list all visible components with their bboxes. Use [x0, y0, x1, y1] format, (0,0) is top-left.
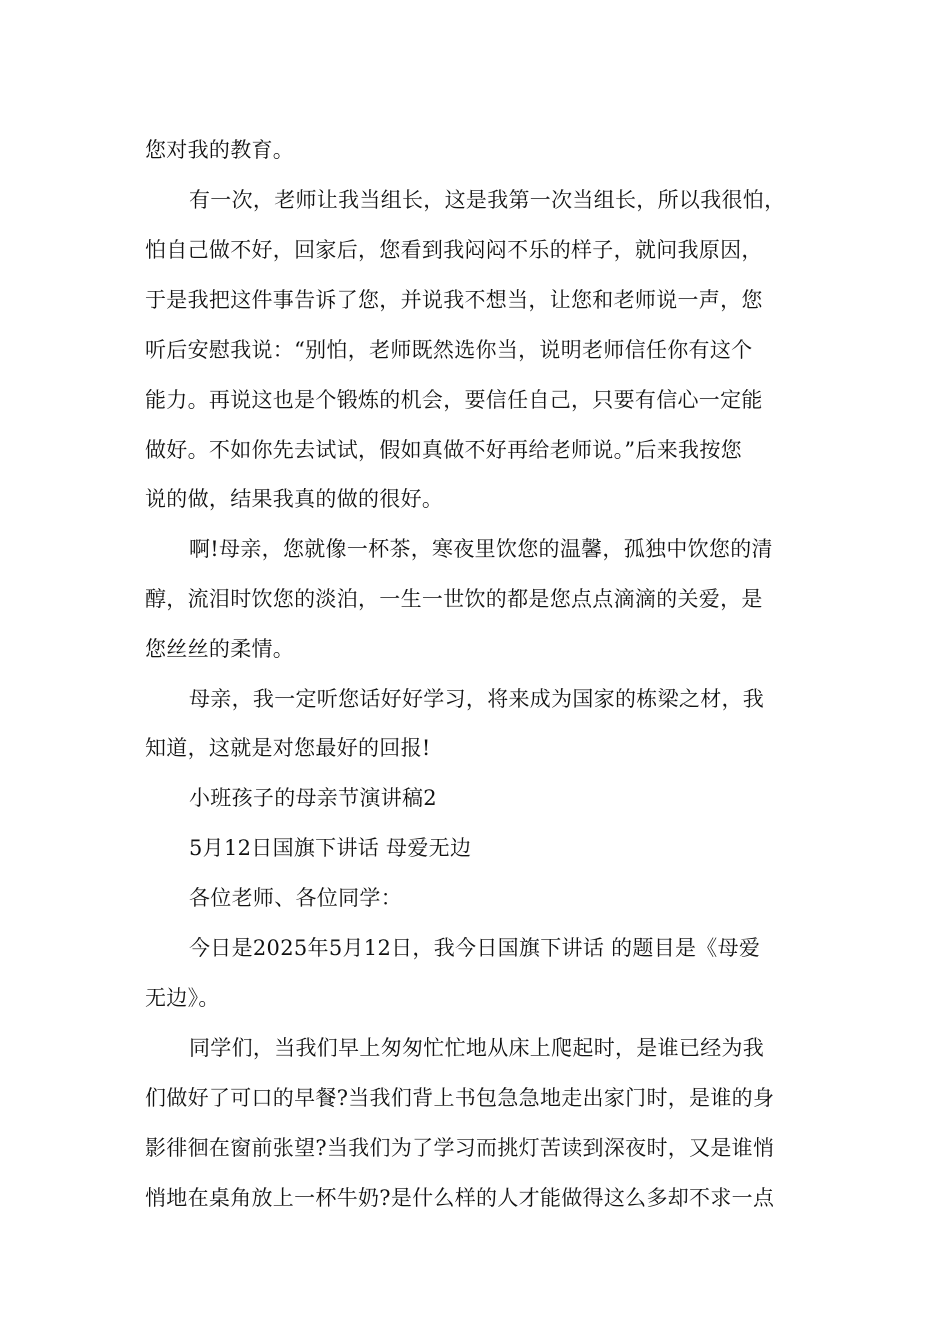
section-title: 小班孩子的母亲节演讲稿2 — [189, 786, 437, 810]
text-line: 知道，这就是对您最好的回报! — [145, 736, 431, 760]
text-line: 有一次，老师让我当组长，这是我第一次当组长，所以我很怕， — [189, 188, 786, 212]
text-line: 悄地在桌角放上一杯牛奶?是什么样的人才能做得这么多却不求一点 — [145, 1186, 775, 1210]
text-line: 啊!母亲，您就像一杯茶，寒夜里饮您的温馨，孤独中饮您的清 — [189, 537, 773, 561]
text-line: 今日是2025年5月12日，我今日国旗下讲话 的题目是《母爱 — [189, 936, 761, 960]
text-line: 母亲，我一定听您话好好学习，将来成为国家的栋梁之材，我 — [189, 687, 765, 711]
text-line: 醇，流泪时饮您的淡泊，一生一世饮的都是您点点滴滴的关爱，是 — [145, 587, 763, 611]
text-line: 您对我的教育。 — [145, 138, 295, 162]
text-line: 怕自己做不好，回家后，您看到我闷闷不乐的样子，就问我原因， — [145, 238, 763, 262]
text-line: 影徘徊在窗前张望?当我们为了学习而挑灯苦读到深夜时，又是谁悄 — [145, 1136, 775, 1160]
text-line: 能力。再说这也是个锻炼的机会，要信任自己，只要有信心一定能 — [145, 388, 763, 412]
text-line: 您丝丝的柔情。 — [145, 637, 295, 661]
text-line: 说的做，结果我真的做的很好。 — [145, 487, 444, 511]
text-line: 无边》。 — [145, 986, 220, 1010]
text-line: 听后安慰我说：“别怕，老师既然选你当，说明老师信任你有这个 — [145, 338, 753, 362]
salutation: 各位老师、各位同学： — [189, 886, 402, 910]
text-line: 们做好了可口的早餐?当我们背上书包急急地走出家门时，是谁的身 — [145, 1086, 775, 1110]
text-line: 做好。不如你先去试试，假如真做不好再给老师说。”后来我按您 — [145, 438, 742, 462]
text-line: 同学们，当我们早上匆匆忙忙地从床上爬起时，是谁已经为我 — [189, 1036, 765, 1060]
speech-title: 5月12日国旗下讲话 母爱无边 — [189, 836, 472, 860]
text-line: 于是我把这件事告诉了您，并说我不想当，让您和老师说一声，您 — [145, 288, 763, 312]
